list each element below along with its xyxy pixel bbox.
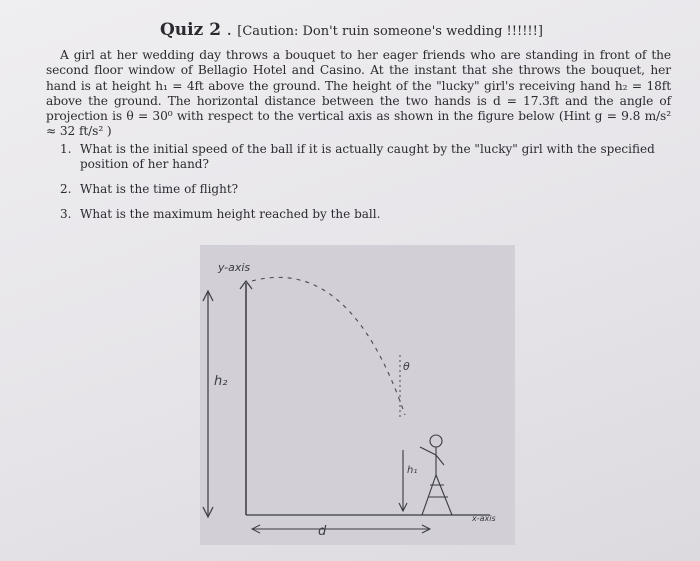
question-item — [60, 142, 670, 172]
question-item — [60, 182, 670, 197]
problem-statement: A girl at her wedding day throws a bouquet to her eager friends who are standing in front of the second floor window of Bellagio Hotel and Casino. At the instant that she throws the bouquet, her hand is at height h₁ = 4ft above the ground. The height of the "lucky" girl's receiving hand h₂ = 18ft above the ground. The horizontal distance between the two hands is d = 17.3ft and the angle of projection is θ = 30⁰ with respect to the vertical axis as shown in the figure below (Hint g = 9.8 m/s² ≈ 32 ft/s² ) — [46, 48, 671, 139]
question-text: What is the maximum height reached by the ball. — [80, 207, 381, 221]
question-number: 3. — [60, 207, 72, 221]
y-axis-label: y-axis — [218, 261, 251, 274]
caution-note: [Caution: Don't ruin someone's wedding !!!!!!] — [237, 24, 543, 39]
question-item — [60, 207, 670, 222]
x-axis-label: x-axis — [472, 514, 496, 523]
quiz-label: Quiz 2 — [160, 20, 222, 40]
theta-label: θ — [403, 360, 410, 373]
figure-drawing — [200, 245, 515, 545]
question-text: What is the time of flight? — [80, 182, 239, 196]
question-text: What is the initial speed of the ball if it is actually caught by the "lucky" girl with the specified position of her hand? — [80, 142, 655, 171]
question-number: 1. — [60, 142, 72, 156]
quiz-title — [160, 20, 543, 40]
d-label: d — [318, 524, 327, 539]
question-list — [60, 142, 670, 232]
title-separator: . — [226, 20, 232, 40]
trajectory-path — [252, 277, 405, 415]
question-number: 2. — [60, 182, 72, 196]
bride-figure — [420, 435, 452, 515]
h1-label: h₁ — [407, 465, 418, 476]
h2-label: h₂ — [214, 374, 228, 389]
projectile-figure — [200, 245, 515, 545]
